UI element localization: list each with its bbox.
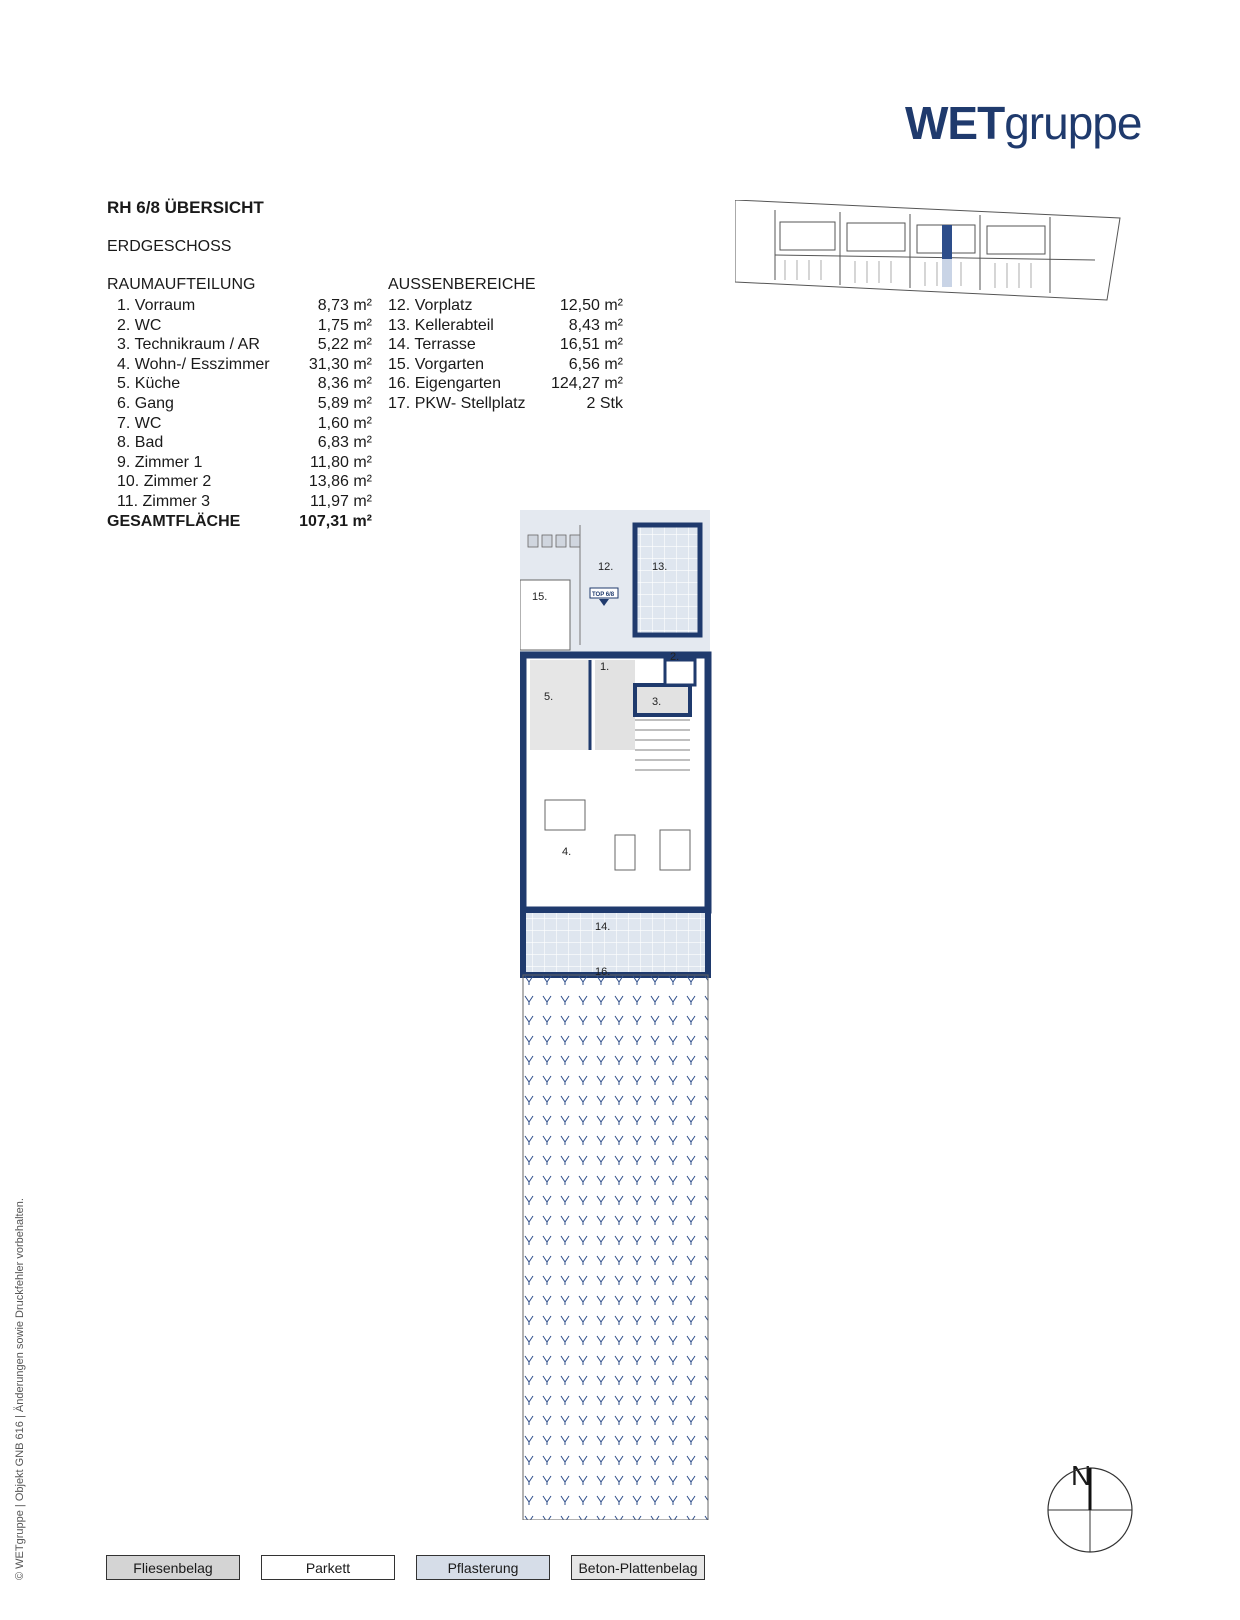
label-4: 4. xyxy=(562,846,572,858)
room-area: 8,36 m² xyxy=(317,375,372,393)
total-label: GESAMTFLÄCHE xyxy=(107,512,241,530)
room-label: 6. Gang xyxy=(117,394,174,412)
highlight-unit xyxy=(942,225,952,259)
room-list xyxy=(107,296,372,531)
outside-row xyxy=(388,335,623,355)
room-area: 11,97 m² xyxy=(310,492,372,510)
legend-pflasterung: Pflasterung xyxy=(416,1555,550,1580)
outside-row xyxy=(388,296,623,316)
floor-plan xyxy=(520,510,730,1520)
label-16: 16. xyxy=(595,966,611,978)
wc-room xyxy=(665,660,695,685)
room-row xyxy=(107,453,372,473)
room-area: 8,73 m² xyxy=(317,297,372,314)
room-area: 5,89 m² xyxy=(317,394,372,412)
legend-beton-plattenbelag: Beton-Plattenbelag xyxy=(571,1555,705,1580)
label-12: 12. xyxy=(598,561,614,573)
legend-fliesenbelag: Fliesenbelag xyxy=(106,1555,240,1580)
label-15: 15. xyxy=(532,591,548,603)
total-area: 107,31 m² xyxy=(299,512,372,530)
outside-label: 12. Vorplatz xyxy=(388,297,473,314)
room-label: 2. WC xyxy=(117,316,162,334)
outside-row xyxy=(388,316,623,336)
page-title: RH 6/8 ÜBERSICHT xyxy=(107,198,264,217)
outside-row xyxy=(388,374,623,394)
eigengarten xyxy=(523,975,708,1520)
top-label: TOP 6/8 xyxy=(592,592,615,598)
kellerabteil xyxy=(635,525,700,635)
rooms-heading: RAUMAUFTEILUNG xyxy=(107,276,256,293)
room-row xyxy=(107,316,372,336)
label-14: 14. xyxy=(595,921,611,933)
outside-label: 17. PKW- Stellplatz xyxy=(388,394,526,412)
room-label: 9. Zimmer 1 xyxy=(117,453,203,471)
copyright-note: © WETgruppe | Objekt GNB 616 | Änderungen sowie Druckfehler vorbehalten. xyxy=(14,1198,26,1580)
floor-label: ERDGESCHOSS xyxy=(107,238,232,255)
wetgruppe-logo xyxy=(905,96,1141,150)
outside-area: 12,50 m² xyxy=(559,297,623,314)
label-13: 13. xyxy=(652,561,668,573)
legend-parkett: Parkett xyxy=(261,1555,395,1580)
north-label: N xyxy=(1071,1460,1092,1491)
room-row xyxy=(107,472,372,492)
room-row xyxy=(107,296,372,316)
outside-row xyxy=(388,355,623,375)
room-area: 5,22 m² xyxy=(317,336,372,354)
room-area: 13,86 m² xyxy=(308,473,372,491)
room-area: 1,75 m² xyxy=(317,316,372,334)
room-label: 11. Zimmer 3 xyxy=(117,492,211,510)
room-label: 4. Wohn-/ Esszimmer xyxy=(117,355,270,373)
site-key-plan xyxy=(735,200,1135,305)
room-label: 8. Bad xyxy=(117,434,164,452)
outside-row xyxy=(388,394,623,414)
room-row xyxy=(107,492,372,512)
room-row xyxy=(107,355,372,375)
outside-area: 124,27 m² xyxy=(550,375,623,393)
label-1: 1. xyxy=(600,661,610,673)
outside-area: 2 Stk xyxy=(586,394,623,412)
room-row xyxy=(107,414,372,434)
highlight-garden xyxy=(942,259,952,287)
outside-heading: AUSSENBEREICHE xyxy=(388,276,536,293)
label-5: 5. xyxy=(544,691,554,703)
outside-label: 13. Kellerabteil xyxy=(388,316,494,334)
outside-area: 6,56 m² xyxy=(568,355,623,373)
total-row xyxy=(107,512,372,532)
label-3: 3. xyxy=(652,696,662,708)
outside-label: 14. Terrasse xyxy=(388,336,476,354)
kitchen-floor xyxy=(530,660,590,750)
room-label: 5. Küche xyxy=(117,375,181,393)
room-area: 6,83 m² xyxy=(317,434,372,452)
room-row xyxy=(107,374,372,394)
room-row xyxy=(107,433,372,453)
logo-light: gruppe xyxy=(1004,97,1142,149)
terrasse xyxy=(523,910,708,975)
room-area: 11,80 m² xyxy=(310,453,372,471)
outside-area: 16,51 m² xyxy=(559,336,623,354)
outside-label: 16. Eigengarten xyxy=(388,375,501,393)
room-area: 31,30 m² xyxy=(308,355,372,373)
room-row xyxy=(107,394,372,414)
room-label: 10. Zimmer 2 xyxy=(117,473,212,491)
vorraum-floor xyxy=(595,660,635,750)
outside-list xyxy=(388,296,623,414)
outside-label: 15. Vorgarten xyxy=(388,355,485,373)
room-label: 3. Technikraum / AR xyxy=(117,336,260,354)
technikraum xyxy=(635,685,690,715)
compass-icon xyxy=(1045,1465,1135,1555)
room-label: 1. Vorraum xyxy=(117,297,196,314)
label-2: 2. xyxy=(670,651,680,663)
logo-bold: WET xyxy=(905,97,1005,149)
room-label: 7. WC xyxy=(117,414,162,432)
room-area: 1,60 m² xyxy=(317,414,372,432)
outside-area: 8,43 m² xyxy=(568,316,623,334)
room-row xyxy=(107,335,372,355)
